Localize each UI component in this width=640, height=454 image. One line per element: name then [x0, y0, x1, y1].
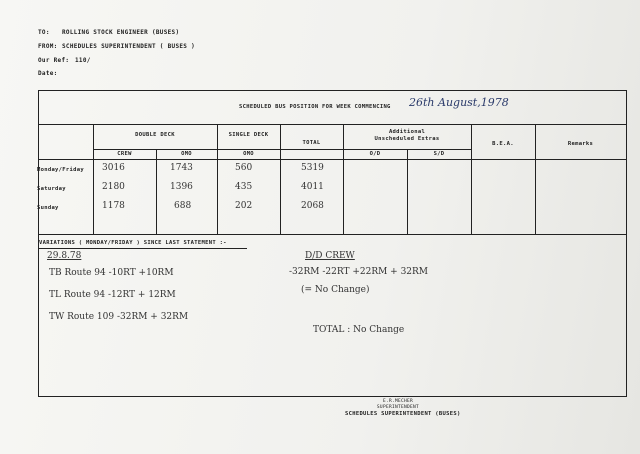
ref-value: 110/ [75, 57, 91, 64]
to-label: TO: [38, 29, 50, 36]
cell-total-mf: 5319 [301, 163, 324, 173]
memo-to [38, 29, 179, 36]
variation-item-3: TW Route 109 -32RM + 32RM [49, 312, 189, 322]
form-title: SCHEDULED BUS POSITION FOR WEEK COMMENCING [239, 104, 391, 110]
header-crew: CREW [117, 151, 132, 157]
header-double-deck: DOUBLE DECK [135, 132, 175, 138]
signature-subname: SUPERINTENDENT [376, 405, 420, 410]
handwritten-date: 26th August,1978 [409, 96, 509, 109]
cell-crew-sun: 1178 [102, 201, 125, 211]
row-label-saturday: Saturday [37, 186, 66, 192]
signature-name: E.R.MECHER [382, 399, 414, 404]
header-sd: S/D [433, 151, 445, 157]
header-additional: Additional [388, 129, 426, 135]
signature-title: SCHEDULES SUPERINTENDENT (BUSES) [345, 411, 461, 417]
header-omo-dd: OMO [181, 151, 192, 157]
header-bea: B.E.A. [492, 141, 514, 147]
row-label-monday-friday: Monday/Friday [37, 167, 84, 173]
header-single-deck: SINGLE DECK [228, 132, 269, 138]
cell-total-sun: 2068 [301, 201, 324, 211]
memo-ref [38, 57, 91, 64]
cell-omo-dd-sat: 1396 [170, 182, 193, 192]
variation-item-1: TB Route 94 -10RT +10RM [49, 268, 174, 278]
date-label: Date: [38, 70, 58, 77]
memo-from [38, 43, 195, 50]
cell-omo-dd-sun: 688 [174, 201, 192, 211]
variation-item-2: TL Route 94 -12RT + 12RM [49, 290, 176, 300]
variations-date: 29.8.78 [47, 251, 82, 261]
from-label: FROM: [38, 43, 58, 50]
dd-crew-heading: D/D CREW [305, 251, 355, 261]
header-od: O/D [369, 151, 381, 157]
ref-label: Our Ref: [38, 57, 70, 64]
total-note: TOTAL : No Change [313, 325, 405, 335]
cell-omo-sd-mf: 560 [235, 163, 253, 173]
cell-crew-sat: 2180 [102, 182, 125, 192]
cell-total-sat: 4011 [301, 182, 324, 192]
to-value: ROLLING STOCK ENGINEER (BUSES) [62, 29, 180, 36]
header-omo-sd: OMO [243, 151, 254, 157]
header-remarks: Remarks [567, 141, 594, 147]
cell-omo-dd-mf: 1743 [170, 163, 193, 173]
memo-date [38, 70, 58, 77]
from-value: SCHEDULES SUPERINTENDENT ( BUSES ) [62, 43, 196, 50]
position-form [38, 90, 627, 397]
cell-omo-sd-sun: 202 [235, 201, 253, 211]
header-unscheduled: Unscheduled Extras [374, 136, 440, 142]
cell-crew-mf: 3016 [102, 163, 125, 173]
variations-heading: VARIATIONS ( MONDAY/FRIDAY ) SINCE LAST STATEMENT :- [39, 240, 227, 246]
row-label-sunday: Sunday [37, 205, 59, 211]
dd-crew-line: -32RM -22RT +22RM + 32RM [289, 267, 429, 277]
cell-omo-sd-sat: 435 [235, 182, 253, 192]
dd-crew-note: (= No Change) [301, 285, 370, 295]
header-total: TOTAL [302, 140, 321, 146]
